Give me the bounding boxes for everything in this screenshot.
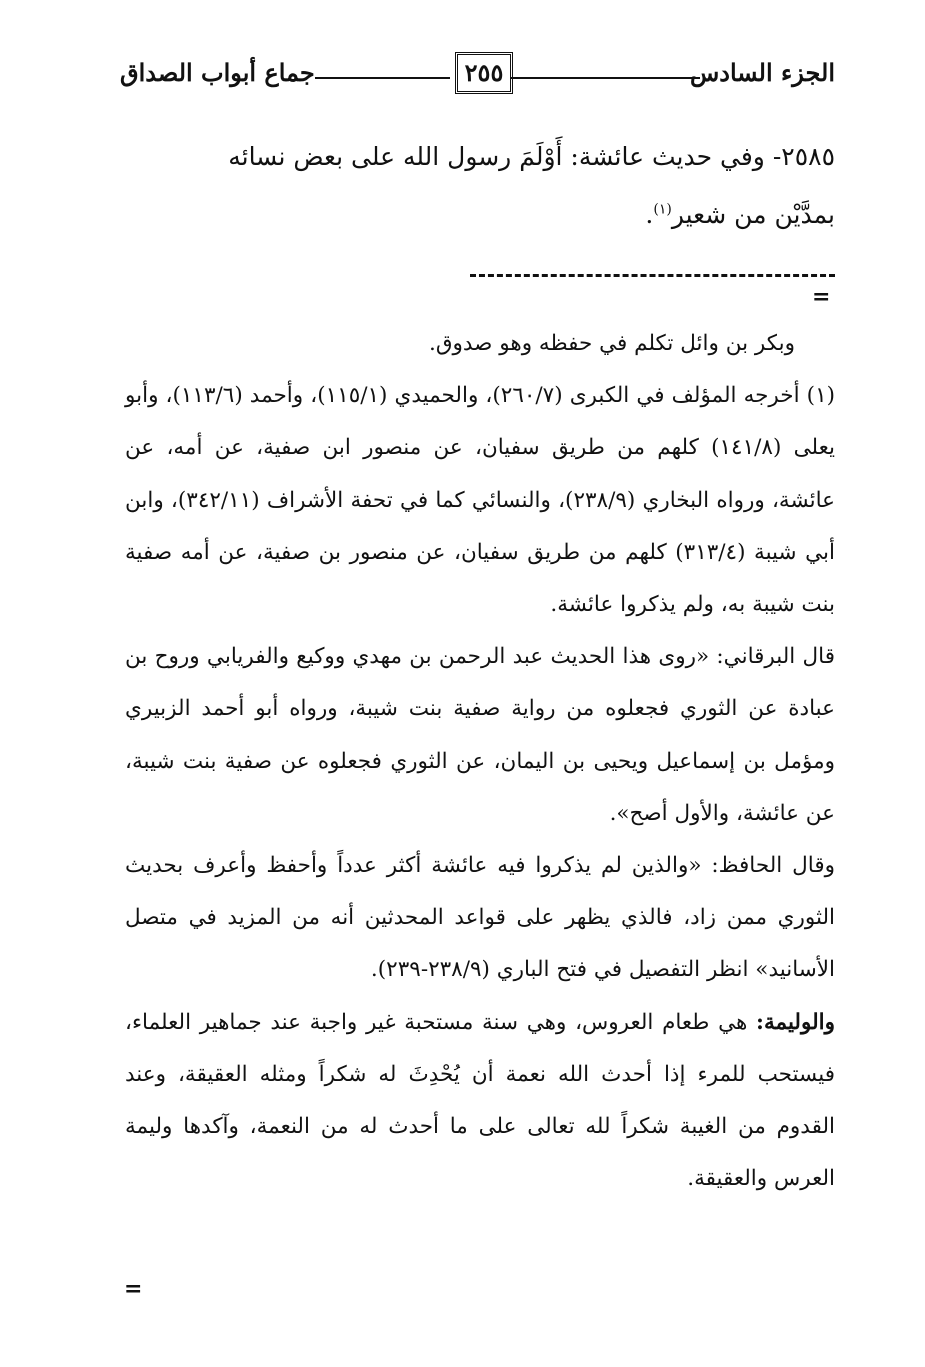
hadith-line-2-end: .: [645, 200, 654, 229]
footnotes: [125, 318, 835, 1205]
running-header: [120, 52, 835, 102]
continuation-mark-bottom: =: [124, 1276, 143, 1302]
hadith-line-2: [125, 186, 835, 244]
walima-term: والوليمة:: [756, 1009, 835, 1035]
header-rule-left: [315, 77, 450, 79]
page-number: ٢٥٥: [455, 52, 513, 94]
continuation-mark-top: =: [812, 284, 831, 310]
hadith-text: [125, 128, 835, 244]
hafiz-quote: وقال الحافظ: «والذين لم يذكروا فيه عائشة أكثر عدداً وأحفظ وأعرف بحديث الثوري ممن زاد، فالذي يظهر على قواعد المحدثين أنه من المزيد في متصل الأسانيد» انظر التفصيل في فتح الباري (٢٣٨/٩-٢٣٩).: [125, 853, 835, 983]
walima-text: هي طعام العروس، وهي سنة مستحبة غير واجبة عند جماهير العلماء، فيستحب للمرء إذا أحدث الله نعمة أن يُحْدِثَ له شكراً ومثله العقيقة، وعند القدوم من الغيبة شكراً لله تعالى على ما أحدث له من النعمة، وآكدها وليمة العرس والعقيقة.: [125, 1009, 835, 1192]
footnote-divider: [470, 274, 835, 277]
footnote-1: (١) أخرجه المؤلف في الكبرى (٢٦٠/٧)، والحميدي (١١٥/١)، وأحمد (١١٣/٦)، وأبو يعلى (١٤١/٨) كلهم من طريق سفيان، عن منصور ابن صفية، عن أمه، عن عائشة، ورواه البخاري (٢٣٨/٩)، والنسائي كما في تحفة الأشراف (٣٤٢/١١)، وابن أبي شيبة (٣١٣/٤) كلهم من طريق سفيان، عن منصور بن صفية، عن أمه صفية بنت شيبة به، ولم يذكروا عائشة.: [125, 383, 836, 618]
walima-note: [125, 997, 835, 1206]
header-rule-right: [510, 77, 700, 79]
chapter-title: جماع أبواب الصداق: [120, 58, 315, 87]
carry-over-note: وبكر بن وائل تكلم في حفظه وهو صدوق.: [429, 331, 795, 356]
hadith-line-2-text: بمدَّيْن من شعير: [671, 200, 835, 229]
hadith-line-1: ٢٥٨٥- وفي حديث عائشة: أَوْلَمَ رسول الله على بعض نسائه: [228, 142, 835, 171]
footnote-ref: (١): [653, 201, 672, 218]
barqani-quote: قال البرقاني: «روى هذا الحديث عبد الرحمن بن مهدي ووكيع والفريابي وروح بن عبادة عن الثوري فجعلوه من رواية صفية بنت شيبة، ورواه أبو أحمد الزبيري ومؤمل بن إسماعيل ويحيى بن اليمان، عن الثوري فجعلوه عن صفية بنت شيبة، عن عائشة، والأول أصح».: [125, 644, 835, 826]
volume-label: الجزء السادس: [689, 58, 835, 87]
